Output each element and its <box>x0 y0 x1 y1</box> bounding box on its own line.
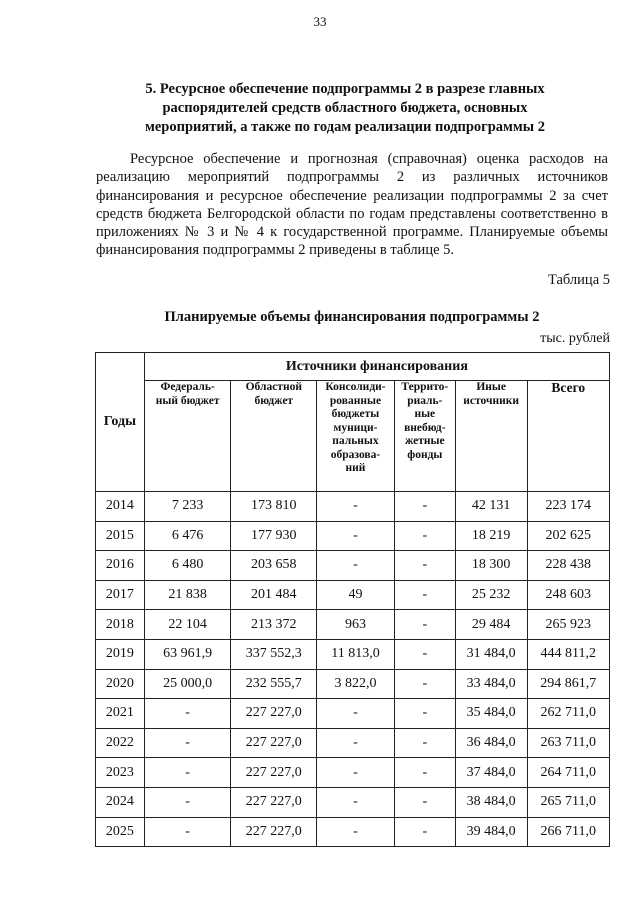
value-cell: 25 232 <box>455 580 527 610</box>
value-cell: - <box>317 787 395 817</box>
value-cell: - <box>394 639 455 669</box>
value-cell: 266 711,0 <box>527 817 609 847</box>
section-heading-line: мероприятий, а также по годам реализации подпрограммы 2 <box>144 119 546 135</box>
value-cell: - <box>317 699 395 729</box>
value-cell: 177 930 <box>231 521 317 551</box>
value-cell: - <box>394 758 455 788</box>
table-row <box>96 817 610 847</box>
value-cell: - <box>317 758 395 788</box>
year-cell: 2020 <box>96 669 145 699</box>
sources-column-header: Источники финансирования <box>144 353 609 381</box>
value-cell: 227 227,0 <box>231 817 317 847</box>
table-header-row <box>96 353 610 381</box>
year-cell: 2021 <box>96 699 145 729</box>
value-cell: - <box>394 787 455 817</box>
column-header: Террито- риаль- ные внебюд- жетные фонды <box>394 381 455 492</box>
value-cell: 228 438 <box>527 551 609 581</box>
value-cell: 262 711,0 <box>527 699 609 729</box>
units-label: тыс. рублей <box>540 331 610 346</box>
year-cell: 2015 <box>96 521 145 551</box>
year-cell: 2022 <box>96 728 145 758</box>
value-cell: 6 476 <box>144 521 231 551</box>
value-cell: 337 552,3 <box>231 639 317 669</box>
value-cell: - <box>144 728 231 758</box>
value-cell: 227 227,0 <box>231 758 317 788</box>
value-cell: - <box>394 580 455 610</box>
value-cell: 223 174 <box>527 492 609 522</box>
value-cell: - <box>394 492 455 522</box>
value-cell: - <box>144 787 231 817</box>
value-cell: 25 000,0 <box>144 669 231 699</box>
year-cell: 2019 <box>96 639 145 669</box>
value-cell: 265 711,0 <box>527 787 609 817</box>
page-number: 33 <box>313 14 327 29</box>
value-cell: - <box>394 669 455 699</box>
value-cell: - <box>394 728 455 758</box>
value-cell: 202 625 <box>527 521 609 551</box>
value-cell: - <box>144 699 231 729</box>
value-cell: 11 813,0 <box>317 639 395 669</box>
financing-table <box>95 352 610 847</box>
value-cell: 18 300 <box>455 551 527 581</box>
table-row <box>96 699 610 729</box>
table-row <box>96 521 610 551</box>
value-cell: 294 861,7 <box>527 669 609 699</box>
year-cell: 2025 <box>96 817 145 847</box>
intro-paragraph: Ресурсное обеспечение и прогнозная (справочная) оценка расходов на реализацию мероприятий подпрограммы 2 из различных источников финансирования и ресурсное обеспечение реализации подпрограммы 2 за счет средств бюджета Белгородской области по годам представлены соответственно в приложениях № 3 и № 4 к государственной программе. Планируемые объемы финансирования подпрограммы 2 приведены в таблице 5. <box>96 151 608 259</box>
year-cell: 2016 <box>96 551 145 581</box>
year-cell: 2014 <box>96 492 145 522</box>
value-cell: 37 484,0 <box>455 758 527 788</box>
value-cell: 31 484,0 <box>455 639 527 669</box>
value-cell: 201 484 <box>231 580 317 610</box>
table-label: Таблица 5 <box>547 272 610 288</box>
value-cell: - <box>394 521 455 551</box>
value-cell: 444 811,2 <box>527 639 609 669</box>
value-cell: 3 822,0 <box>317 669 395 699</box>
section-heading-line: распорядителей средств областного бюджета, основных <box>162 100 528 116</box>
value-cell: - <box>394 817 455 847</box>
table-row <box>96 758 610 788</box>
table-subheader-row <box>96 381 610 492</box>
value-cell: 227 227,0 <box>231 787 317 817</box>
table-title: Планируемые объемы финансирования подпрограммы 2 <box>164 309 540 325</box>
year-cell: 2024 <box>96 787 145 817</box>
value-cell: 6 480 <box>144 551 231 581</box>
value-cell: - <box>144 817 231 847</box>
value-cell: 39 484,0 <box>455 817 527 847</box>
value-cell: 203 658 <box>231 551 317 581</box>
table-body <box>96 492 610 847</box>
value-cell: 265 923 <box>527 610 609 640</box>
value-cell: - <box>394 699 455 729</box>
value-cell: 42 131 <box>455 492 527 522</box>
section-heading-line: 5. Ресурсное обеспечение подпрограммы 2 в разрезе главных <box>145 81 545 97</box>
value-cell: - <box>317 817 395 847</box>
value-cell: 38 484,0 <box>455 787 527 817</box>
table-row <box>96 580 610 610</box>
table-row <box>96 610 610 640</box>
year-cell: 2023 <box>96 758 145 788</box>
value-cell: - <box>317 521 395 551</box>
value-cell: 173 810 <box>231 492 317 522</box>
value-cell: - <box>394 551 455 581</box>
value-cell: 63 961,9 <box>144 639 231 669</box>
value-cell: - <box>317 551 395 581</box>
value-cell: 7 233 <box>144 492 231 522</box>
year-column-header: Годы <box>96 353 145 492</box>
value-cell: 21 838 <box>144 580 231 610</box>
value-cell: 213 372 <box>231 610 317 640</box>
year-cell: 2018 <box>96 610 145 640</box>
column-header: Федераль- ный бюджет <box>144 381 231 492</box>
value-cell: 248 603 <box>527 580 609 610</box>
value-cell: - <box>317 728 395 758</box>
value-cell: - <box>317 492 395 522</box>
column-header: Всего <box>527 381 609 492</box>
table-row <box>96 728 610 758</box>
value-cell: 963 <box>317 610 395 640</box>
column-header: Областной бюджет <box>231 381 317 492</box>
value-cell: 227 227,0 <box>231 699 317 729</box>
value-cell: 264 711,0 <box>527 758 609 788</box>
value-cell: 33 484,0 <box>455 669 527 699</box>
table-row <box>96 639 610 669</box>
value-cell: 232 555,7 <box>231 669 317 699</box>
table-row <box>96 787 610 817</box>
column-header: Иные источники <box>455 381 527 492</box>
value-cell: 22 104 <box>144 610 231 640</box>
value-cell: 29 484 <box>455 610 527 640</box>
table-row <box>96 492 610 522</box>
value-cell: 49 <box>317 580 395 610</box>
year-cell: 2017 <box>96 580 145 610</box>
table-row <box>96 669 610 699</box>
value-cell: - <box>144 758 231 788</box>
value-cell: 227 227,0 <box>231 728 317 758</box>
column-header: Консолиди- рованные бюджеты муници- пальных образова- ний <box>317 381 395 492</box>
value-cell: 36 484,0 <box>455 728 527 758</box>
value-cell: 263 711,0 <box>527 728 609 758</box>
value-cell: 35 484,0 <box>455 699 527 729</box>
table-row <box>96 551 610 581</box>
value-cell: - <box>394 610 455 640</box>
value-cell: 18 219 <box>455 521 527 551</box>
section-heading <box>110 80 580 137</box>
